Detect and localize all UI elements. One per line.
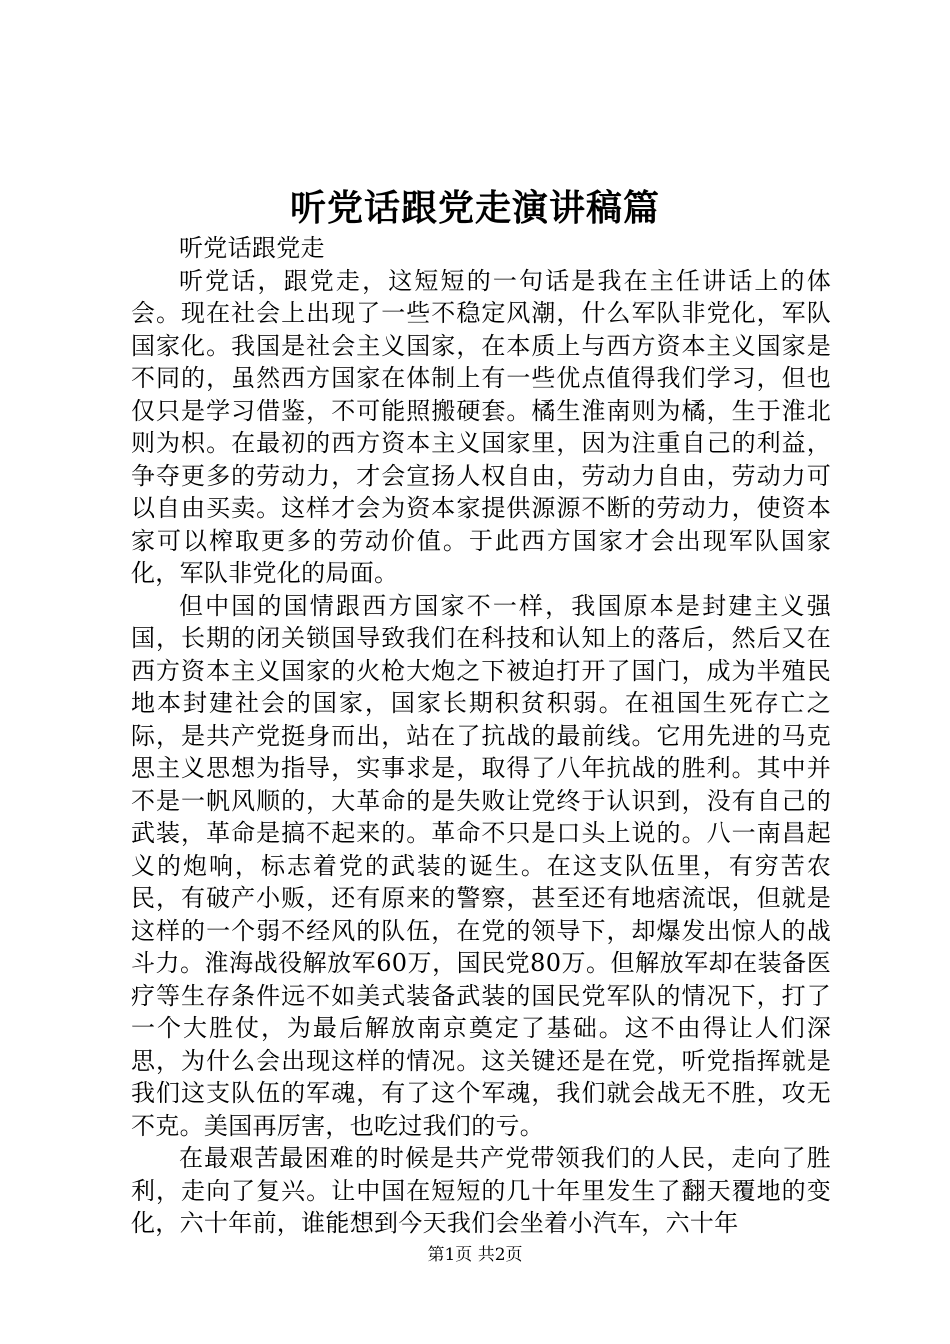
paragraph-2: 但中国的国情跟西方国家不一样，我国原本是封建主义强国，长期的闭关锁国导致我们在科技和认知上的落后，然后又在西方资本主义国家的火枪大炮之下被迫打开了国门，成为半殖民地本封建社会的国家，国家长期积贫积弱。在祖国生死存亡之际，是共产党挺身而出，站在了抗战的最前线。它用先进的马克思主义思想为指导，实事求是，取得了八年抗战的胜利。其中并不是一帆风顺的，大革命的是失败让党终于认识到，没有自己的武装，革命是搞不起来的。革命不只是口头上说的。八一南昌起义的炮响，标志着党的武装的诞生。在这支队伍里，有穷苦农民，有破产小贩，还有原来的警察，甚至还有地痞流氓，但就是这样的一个弱不经风的队伍，在党的领导下，却爆发出惊人的战斗力。淮海战役解放军60万，国民党80万。但解放军却在装备医疗等生存条件远不如美式装备武装的国民党军队的情况下，打了一个大胜仗，为最后解放南京奠定了基础。这不由得让人们深思，为什么会出现这样的情况。这关键还是在党，听党指挥就是我们这支队伍的军魂，有了这个军魂，我们就会战无不胜，攻无不克。美国再厉害，也吃过我们的亏。 [131, 591, 831, 1140]
paragraph-1: 听党话，跟党走，这短短的一句话是我在主任讲话上的体会。现在社会上出现了一些不稳定风潮，什么军队非党化，军队国家化。我国是社会主义国家，在本质上与西方资本主义国家是不同的，虽然西方国家在体制上有一些优点值得我们学习，但也仅只是学习借鉴，不可能照搬硬套。橘生淮南则为橘，生于淮北则为枳。在最初的西方资本主义国家里，因为注重自己的利益，争夺更多的劳动力，才会宣扬人权自由，劳动力自由，劳动力可以自由买卖。这样才会为资本家提供源源不断的劳动力，使资本家可以榨取更多的劳动价值。于此西方国家才会出现军队国家化，军队非党化的局面。 [131, 266, 831, 587]
paragraph-3: 在最艰苦最困难的时候是共产党带领我们的人民，走向了胜利，走向了复兴。让中国在短短的几十年里发生了翻天覆地的变化，六十年前，谁能想到今天我们会坐着小汽车，六十年 [131, 1144, 831, 1237]
page-number-footer: 第1页 共2页 [427, 1245, 523, 1265]
document-body [131, 232, 831, 1240]
document-title: 听党话跟党走演讲稿篇 [289, 187, 660, 229]
paragraph-subtitle: 听党话跟党走 [179, 234, 325, 262]
